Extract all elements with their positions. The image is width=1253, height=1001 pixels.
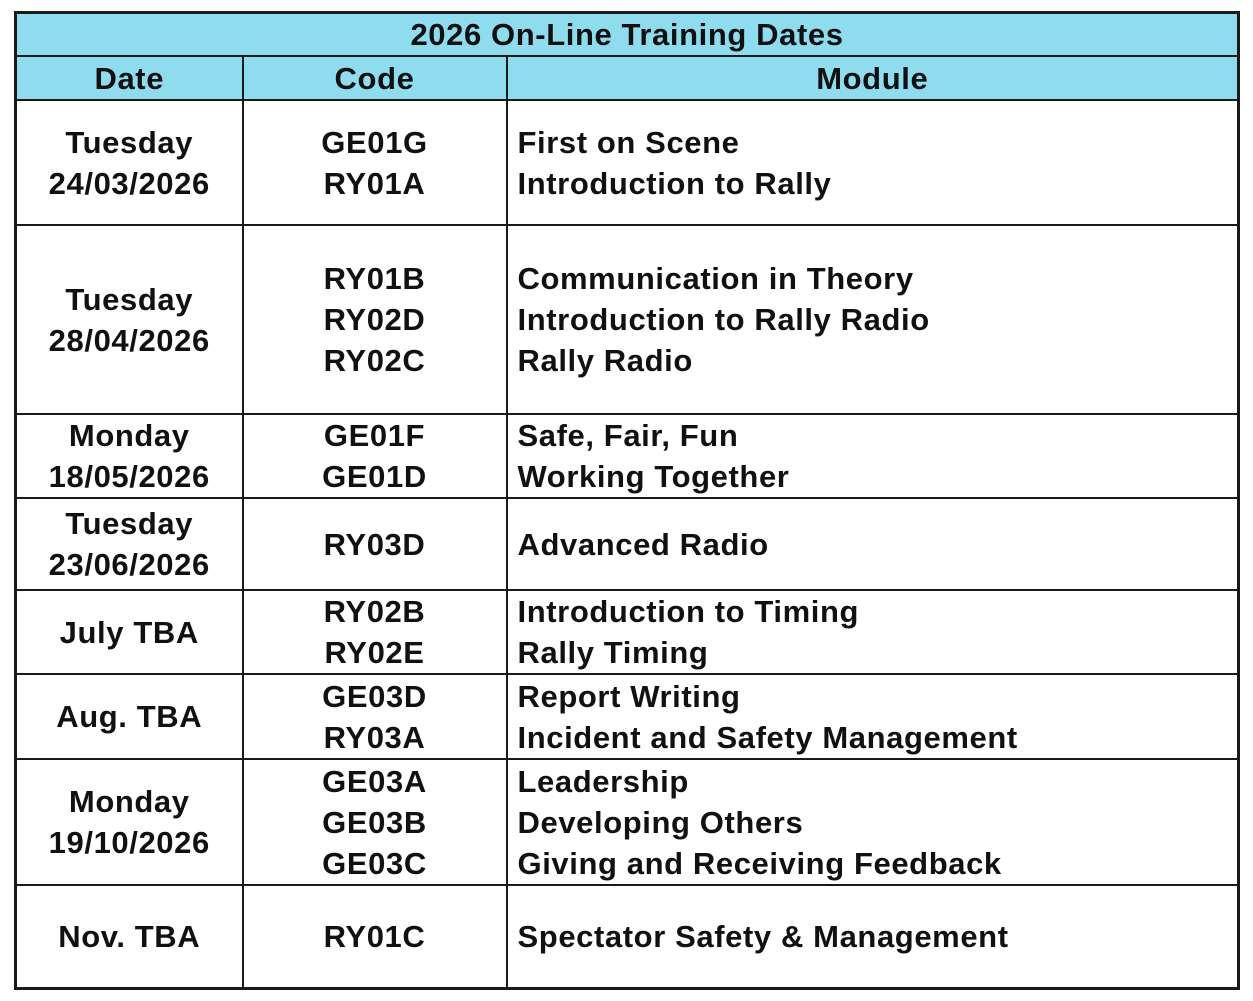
module-name: Incident and Safety Management [517,719,1018,755]
table-row [16,414,1239,498]
table-row [16,590,1239,674]
date-column-header: Date [16,56,243,100]
date-cell [16,498,243,590]
date-value: 28/04/2026 [48,322,210,358]
date-weekday: Tuesday [65,506,194,541]
date-weekday: Monday [68,418,190,453]
module-cell [507,674,1239,759]
title-row [16,13,1239,57]
module-name: Developing Others [517,804,804,840]
module-cell [507,590,1239,674]
table-title: 2026 On-Line Training Dates [16,13,1239,57]
date-value: July TBA [59,614,199,650]
date-value: 24/03/2026 [48,165,210,201]
module-name: Report Writing [517,678,741,714]
date-value: 23/06/2026 [48,547,210,582]
code-cell [243,225,507,414]
date-cell [16,885,243,988]
module-name: Safe, Fair, Fun [517,418,739,453]
table-row [16,498,1239,590]
module-code: GE03B [322,804,427,840]
date-cell [16,225,243,414]
date-value: Aug. TBA [56,699,203,734]
module-name: Leadership [517,763,689,799]
module-name: Rally Timing [517,635,709,670]
date-cell [16,414,243,498]
training-dates-table [14,11,1240,990]
module-code: GE01G [321,124,428,160]
date-value: 19/10/2026 [48,825,210,860]
module-code: GE01D [322,459,427,494]
module-cell [507,498,1239,590]
module-cell [507,100,1239,225]
module-name: Giving and Receiving Feedback [517,845,1002,881]
date-weekday: Tuesday [65,281,194,317]
code-cell [243,885,507,988]
table-row [16,100,1239,225]
module-cell [507,414,1239,498]
module-code: RY02E [324,635,425,670]
module-code: RY01C [323,918,426,954]
code-cell [243,759,507,885]
module-cell [507,885,1239,988]
module-code: RY02B [323,594,426,629]
module-code: RY01B [323,261,426,296]
code-cell [243,674,507,759]
date-cell [16,100,243,225]
table-row [16,759,1239,885]
module-cell [507,759,1239,885]
code-cell [243,498,507,590]
module-name: Introduction to Rally [517,165,832,201]
module-name: Communication in Theory [517,261,914,296]
module-name: Introduction to Timing [517,594,860,629]
module-code: GE03C [322,845,427,881]
code-cell [243,590,507,674]
module-column-header: Module [507,56,1239,100]
module-name: Rally Radio [517,343,693,378]
module-code: RY01A [323,165,426,201]
date-cell [16,759,243,885]
date-cell [16,674,243,759]
module-cell [507,225,1239,414]
module-name: Introduction to Rally Radio [517,302,930,337]
module-code: GE01F [323,418,426,453]
code-cell [243,100,507,225]
module-code: RY02C [323,343,426,378]
table-row [16,674,1239,759]
module-code: RY03A [323,719,426,755]
date-value: Nov. TBA [58,918,201,954]
module-code: GE03A [322,763,427,799]
code-cell [243,414,507,498]
date-value: 18/05/2026 [48,459,210,494]
date-weekday: Monday [68,784,190,819]
module-code: RY02D [323,302,426,337]
module-code: RY03D [323,526,426,562]
header-row [16,56,1239,100]
module-name: Advanced Radio [517,526,769,562]
module-name: First on Scene [517,124,740,160]
date-cell [16,590,243,674]
module-name: Spectator Safety & Management [517,918,1009,954]
code-column-header: Code [243,56,507,100]
table-row [16,885,1239,988]
module-name: Working Together [517,459,790,494]
table-row [16,225,1239,414]
date-weekday: Tuesday [65,124,194,160]
module-code: GE03D [322,678,427,714]
